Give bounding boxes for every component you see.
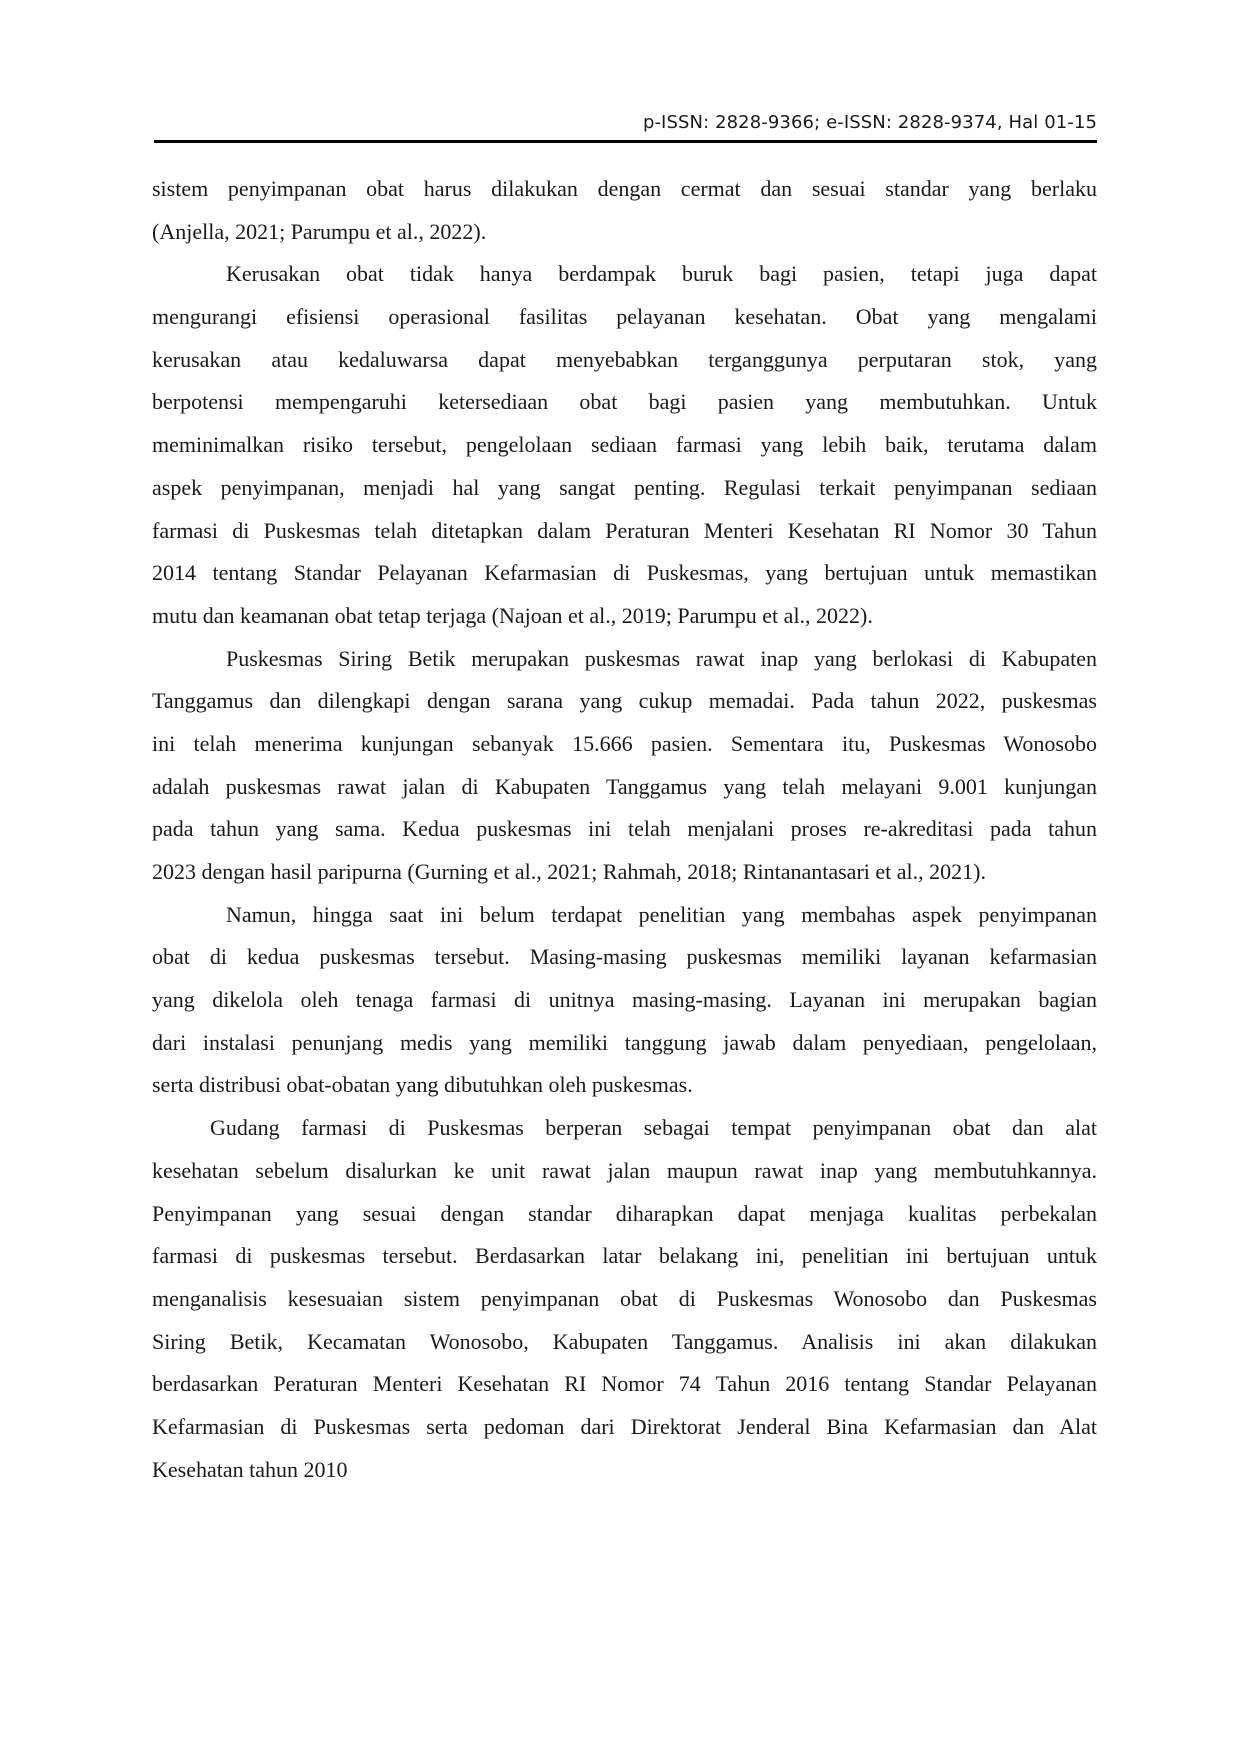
- text-line: yang dikelola oleh tenaga farmasi di unitnya masing-masing. Layanan ini merupakan bagian: [152, 987, 1097, 1013]
- paragraph-continuation: [152, 168, 1097, 253]
- header-rule: [154, 140, 1097, 143]
- text-line: Puskesmas Siring Betik merupakan puskesmas rawat inap yang berlokasi di Kabupaten: [226, 645, 1097, 671]
- text-line: farmasi di puskesmas tersebut. Berdasarkan latar belakang ini, penelitian ini bertujuan untuk: [152, 1243, 1097, 1269]
- text-line: menganalisis kesesuaian sistem penyimpanan obat di Puskesmas Wonosobo dan Puskesmas: [152, 1285, 1097, 1311]
- text-line: Tanggamus dan dilengkapi dengan sarana yang cukup memadai. Pada tahun 2022, puskesmas: [152, 688, 1097, 714]
- text-line: (Anjella, 2021; Parumpu et al., 2022).: [152, 218, 487, 244]
- text-line: dari instalasi penunjang medis yang memiliki tanggung jawab dalam penyediaan, pengelolaan,: [152, 1029, 1097, 1055]
- text-line: mutu dan keamanan obat tetap terjaga (Najoan et al., 2019; Parumpu et al., 2022).: [152, 602, 873, 628]
- text-line: kerusakan atau kedaluwarsa dapat menyebabkan terganggunya perputaran stok, yang: [152, 346, 1097, 372]
- text-line: farmasi di Puskesmas telah ditetapkan dalam Peraturan Menteri Kesehatan RI Nomor 30 Tahun: [152, 517, 1097, 543]
- text-line: Penyimpanan yang sesuai dengan standar diharapkan dapat menjaga kualitas perbekalan: [152, 1200, 1097, 1226]
- text-line: 2023 dengan hasil paripurna (Gurning et al., 2021; Rahmah, 2018; Rintanantasari et al., 2021).: [152, 859, 986, 884]
- text-line: pada tahun yang sama. Kedua puskesmas ini telah menjalani proses re-akreditasi pada tahun: [152, 816, 1097, 842]
- text-line: aspek penyimpanan, menjadi hal yang sangat penting. Regulasi terkait penyimpanan sediaan: [152, 474, 1097, 500]
- text-line: meminimalkan risiko tersebut, pengelolaan sediaan farmasi yang lebih baik, terutama dalam: [152, 432, 1097, 458]
- running-header: p-ISSN: 2828-9366; e-ISSN: 2828-9374, Hal 01-15: [642, 112, 1097, 133]
- text-line: kesehatan sebelum disalurkan ke unit rawat jalan maupun rawat inap yang membutuhkannya.: [152, 1157, 1097, 1183]
- text-line: berdasarkan Peraturan Menteri Kesehatan RI Nomor 74 Tahun 2016 tentang Standar Pelayanan: [152, 1371, 1097, 1397]
- text-line: berpotensi mempengaruhi ketersediaan obat bagi pasien yang membutuhkan. Untuk: [152, 389, 1097, 415]
- paragraph-siring-betik: [152, 638, 1097, 894]
- text-line: Namun, hingga saat ini belum terdapat penelitian yang membahas aspek penyimpanan: [226, 901, 1097, 927]
- text-line: 2014 tentang Standar Pelayanan Kefarmasian di Puskesmas, yang bertujuan untuk memastikan: [152, 560, 1097, 586]
- paragraph-pharmacy-warehouse: [152, 1107, 1097, 1491]
- text-line: adalah puskesmas rawat jalan di Kabupaten Tanggamus yang telah melayani 9.001 kunjungan: [152, 773, 1097, 799]
- body-text: [152, 168, 1097, 1491]
- text-line: Kefarmasian di Puskesmas serta pedoman dari Direktorat Jenderal Bina Kefarmasian dan Alat: [152, 1413, 1097, 1439]
- text-line: sistem penyimpanan obat harus dilakukan dengan cermat dan sesuai standar yang berlaku: [152, 176, 1097, 201]
- text-line: obat di kedua puskesmas tersebut. Masing-masing puskesmas memiliki layanan kefarmasian: [152, 944, 1097, 970]
- text-line: mengurangi efisiensi operasional fasilitas pelayanan kesehatan. Obat yang mengalami: [152, 304, 1097, 330]
- text-line: Siring Betik, Kecamatan Wonosobo, Kabupaten Tanggamus. Analisis ini akan dilakukan: [152, 1328, 1097, 1354]
- text-line: Kesehatan tahun 2010: [152, 1456, 348, 1482]
- paragraph-research-gap: [152, 894, 1097, 1107]
- text-line: Gudang farmasi di Puskesmas berperan sebagai tempat penyimpanan obat dan alat: [210, 1115, 1097, 1141]
- text-line: Kerusakan obat tidak hanya berdampak buruk bagi pasien, tetapi juga dapat: [226, 261, 1097, 287]
- text-line: serta distribusi obat-obatan yang dibutuhkan oleh puskesmas.: [152, 1072, 693, 1098]
- paragraph-drug-damage: [152, 253, 1097, 637]
- text-line: ini telah menerima kunjungan sebanyak 15.666 pasien. Sementara itu, Puskesmas Wonosobo: [152, 730, 1097, 756]
